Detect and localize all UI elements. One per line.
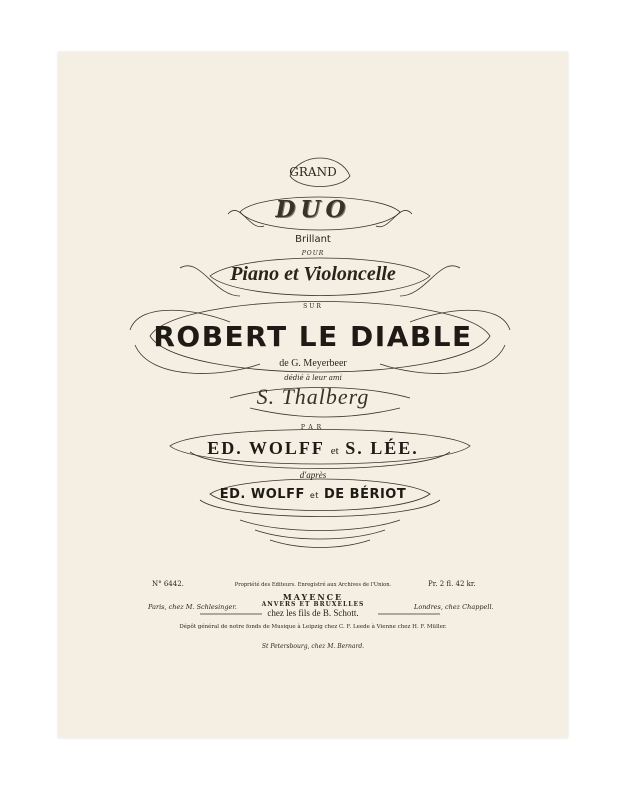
price: Pr. 2 fl. 42 kr.: [428, 580, 476, 588]
word-pour: POUR: [301, 250, 325, 257]
arranger-2: DE BÉRIOT: [323, 487, 407, 502]
title-grand: GRAND: [289, 165, 337, 179]
word-sur: SUR: [303, 303, 323, 310]
london-agent: Londres, chez Chappell.: [414, 603, 494, 611]
word-par: PAR: [300, 424, 326, 431]
title-brillant: Brillant: [295, 234, 331, 245]
dedication-line: dédié à leur ami: [284, 374, 342, 382]
word-dapres: d'après: [299, 470, 327, 480]
composers-line: [58, 438, 568, 459]
composer-1: ED. WOLFF: [207, 438, 325, 458]
title-duo: DUO: [275, 196, 351, 223]
composer-2: S. LÉE.: [345, 438, 419, 458]
plate-number: N° 6442.: [152, 580, 184, 588]
instrumentation: Piano et Violoncelle: [230, 263, 396, 285]
dedicatee-name: S. Thalberg: [256, 384, 370, 409]
arranger-1: ED. WOLFF: [219, 487, 305, 502]
petersbourg-agent: St Petersbourg, chez M. Bernard.: [261, 643, 365, 650]
publisher-cities-2: ANVERS ET BRUXELLES: [261, 601, 365, 608]
propriete-line: Propriété des Editeurs. Enregistré aux Archives de l'Union.: [234, 582, 392, 588]
publisher-name: chez les fils de B. Schott.: [267, 608, 359, 618]
opera-title: ROBERT LE DIABLE: [153, 320, 473, 353]
composer-et: et: [330, 445, 339, 457]
publisher-city: MAYENCE: [282, 592, 344, 602]
depot-line: Dépôt général de notre fonds de Musique à Leipzig chez C. F. Leede à Vienne chez H. F. Müller.: [179, 624, 447, 630]
arranger-et: et: [309, 491, 319, 500]
arrangers-line: [58, 487, 568, 502]
opera-composer: de G. Meyerbeer: [279, 358, 347, 369]
paris-agent: Paris, chez M. Schlesinger.: [148, 603, 237, 611]
